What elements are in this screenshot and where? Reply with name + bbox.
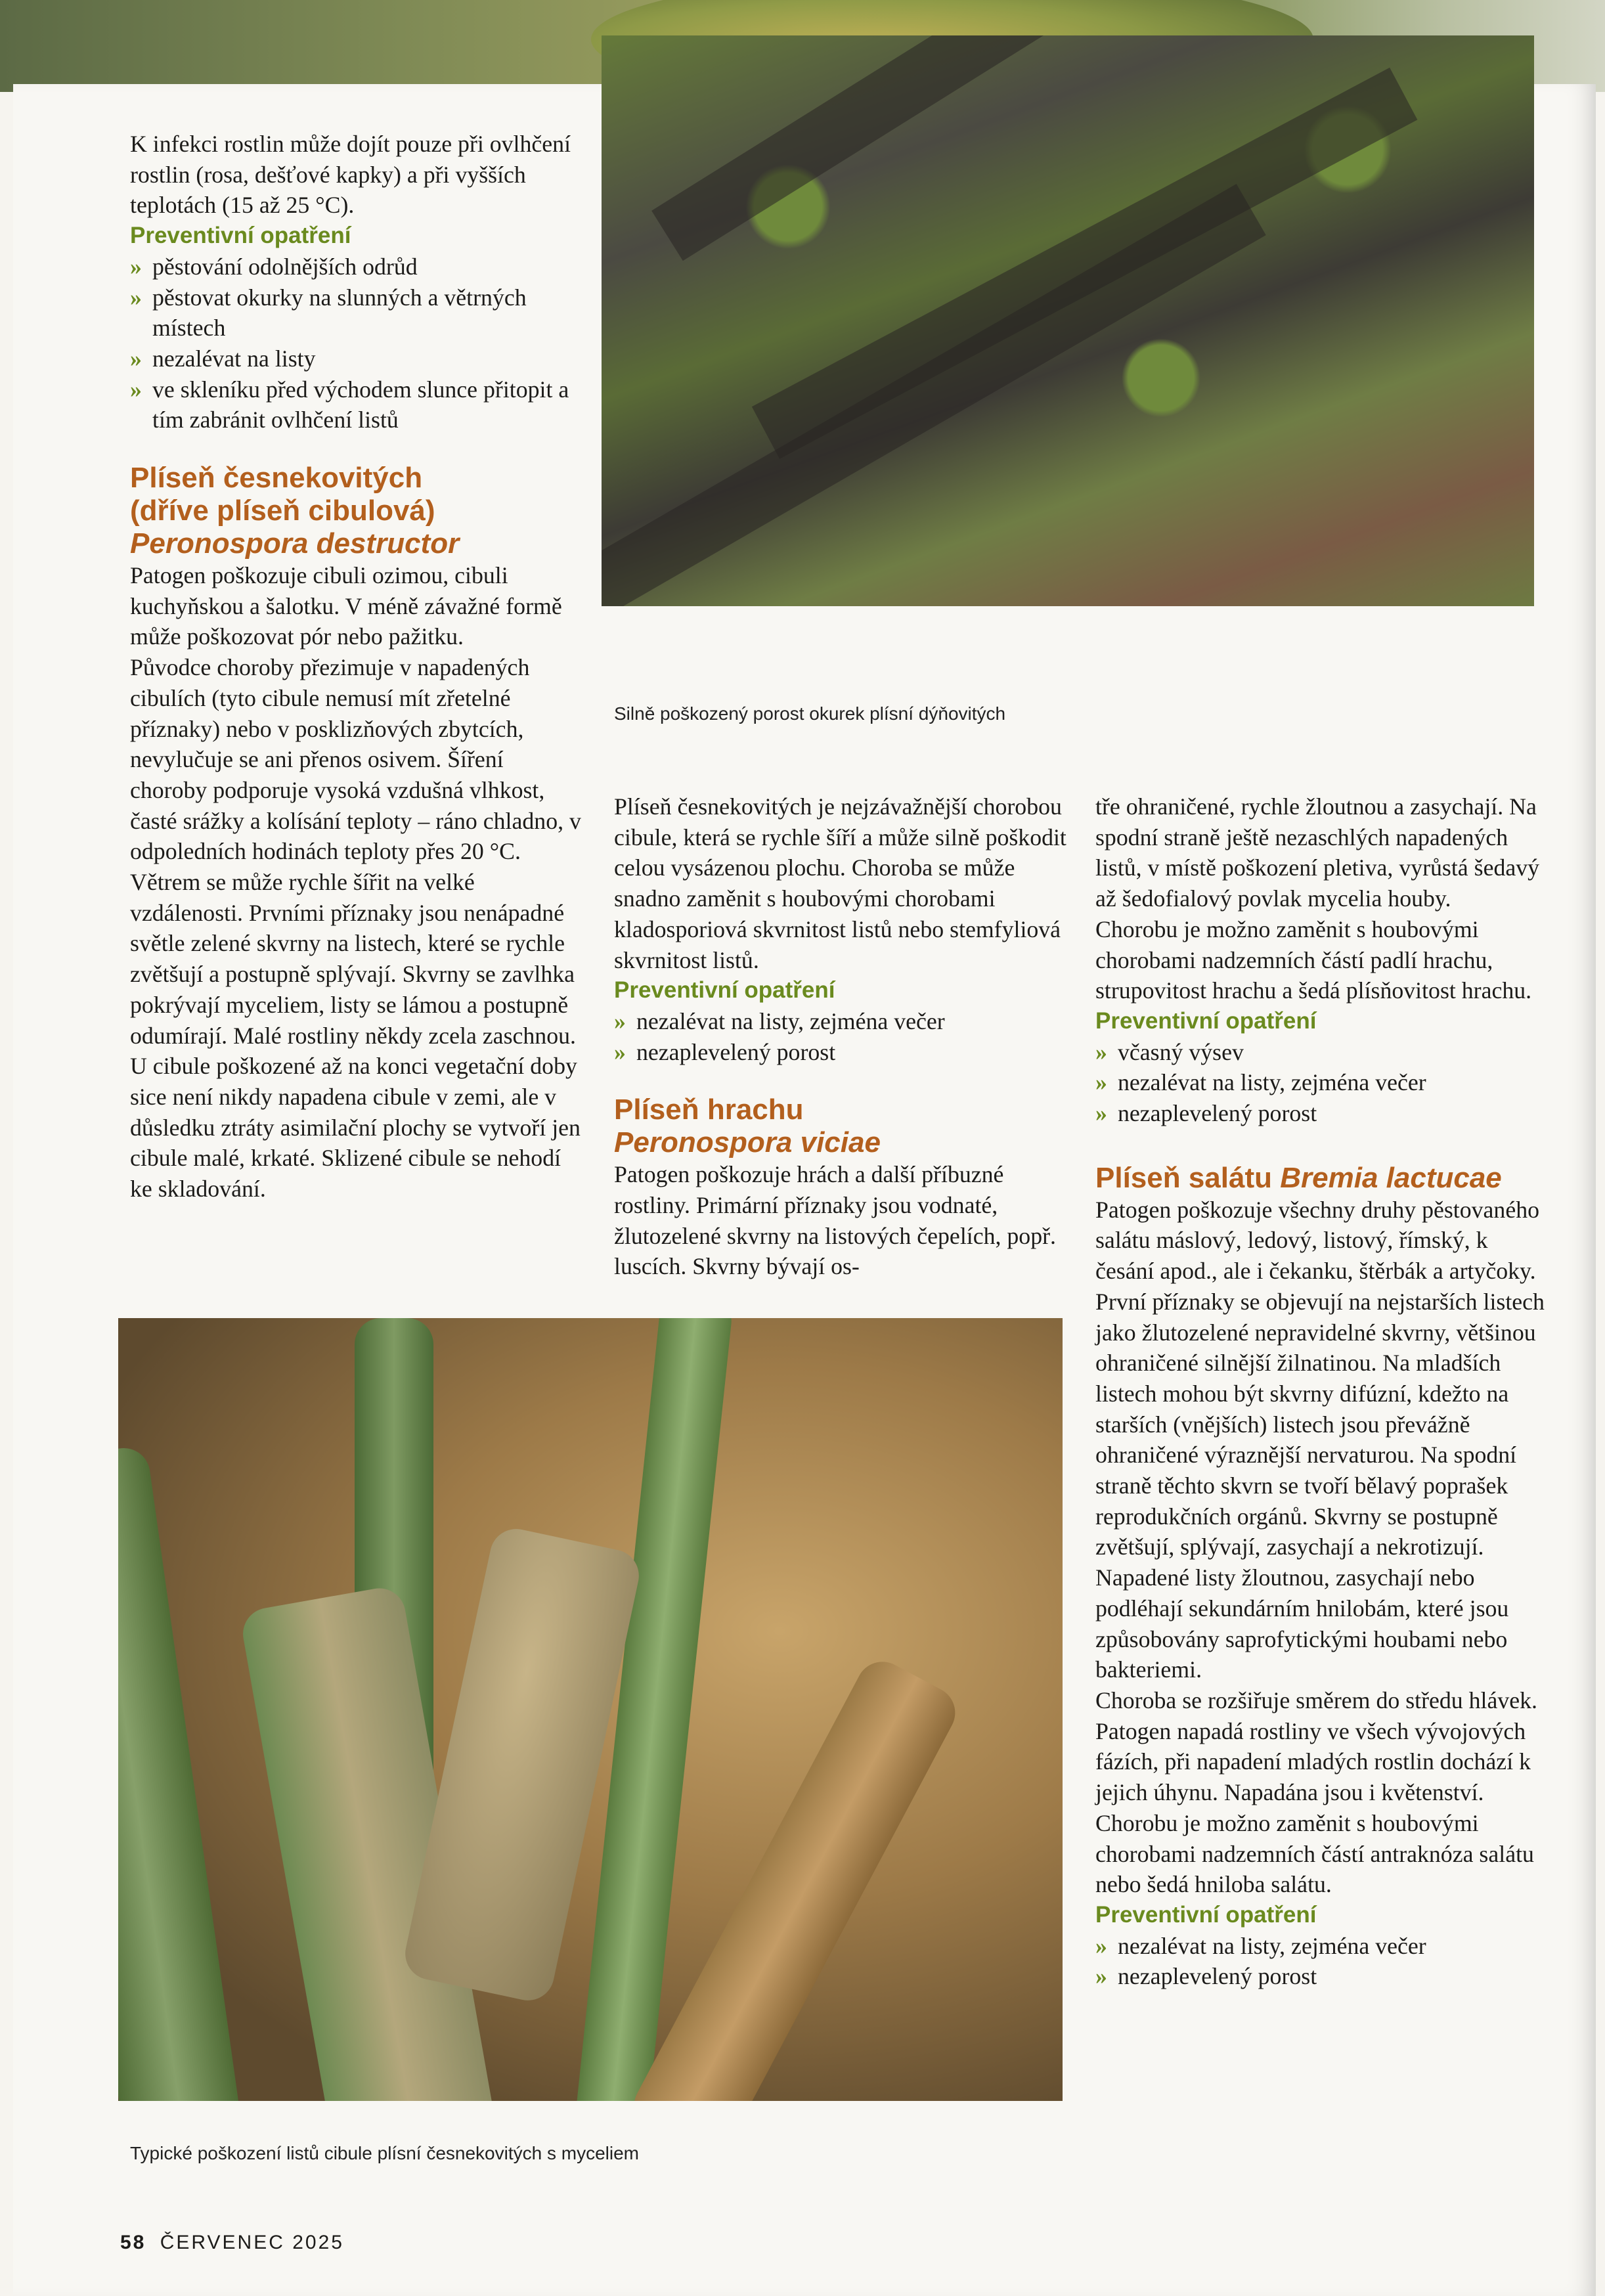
preventive-label: Preventivní opatření	[130, 223, 351, 249]
paragraph: Choroba se rozšiřuje směrem do středu hlávek. Patogen napadá rostliny ve všech vývojových fázích, při napadení mladých rostlin dochází k jejich úhynu. Napadána jsou i květenství.	[1095, 1687, 1537, 1806]
preventive-label: Preventivní opatření	[614, 977, 835, 1004]
preventive-label: Preventivní opatření	[1095, 1901, 1317, 1928]
cucumber-field-photo	[602, 35, 1534, 606]
paragraph: Chorobu je možno zaměnit s houbovými chorobami nadzemních částí antraknóza salátu nebo šedá hniloba salátu.	[1095, 1809, 1534, 1898]
latin-name: Peronospora destructor	[130, 527, 460, 560]
list-item: » pěstování odolnějších odrůd	[130, 252, 583, 282]
onion-leaves-photo	[118, 1318, 1063, 2101]
heading-line: Plíseň hrachu	[614, 1093, 804, 1126]
list-item: » nezalévat na listy, zejména večer	[614, 1006, 1067, 1037]
paragraph: Patogen poškozuje všechny druhy pěstovaného salátu máslový, ledový, listový, římský, k česání apod., ale i čekanku, štěrbák a artyčoky.	[1095, 1196, 1540, 1285]
preventive-label: Preventivní opatření	[1095, 1007, 1317, 1034]
preventive-list	[1095, 1931, 1549, 1992]
list-item: » nezalévat na listy, zejména večer	[1095, 1067, 1549, 1098]
preventive-list	[614, 1006, 1067, 1067]
column-middle	[614, 791, 1067, 1282]
list-item: » ve skleníku před východem slunce přitopit a tím zabránit ovlhčení listů	[130, 374, 583, 435]
column-left	[130, 129, 583, 1204]
latin-name: Peronospora viciae	[614, 1126, 881, 1159]
photo1-caption: Silně poškozený porost okurek plísní dýňovitých	[614, 703, 1006, 724]
heading-line: (dříve plíseň cibulová)	[130, 495, 435, 527]
page-footer	[120, 2232, 344, 2254]
paragraph: Patogen poškozuje hrách a další příbuzné rostliny. Primární příznaky jsou vodnaté, žlutozelené skvrny na listových čepelích, popř. luscích. Skvrny bývají os-	[614, 1161, 1056, 1280]
list-item: » nezalévat na listy	[130, 343, 583, 374]
list-item: » včasný výsev	[1095, 1037, 1549, 1068]
paragraph: Chorobu je možno zaměnit s houbovými chorobami nadzemních částí padlí hrachu, strupovitost hrachu a šedá plísňovitost hrachu.	[1095, 916, 1532, 1004]
paragraph: Původce choroby přezimuje v napadených cibulích (tyto cibule nemusí mít zřetelné příznaky) nebo v posklizňových zbytcích, nevylučuje se ani přenos osivem. Šíření choroby podporuje vysoká vzdušná vlhkost, časté srážky a kolísání teploty – ráno chladno, v odpoledních hodinách teploty přes 20 °C. Větrem se může rychle šířit na velké vzdálenosti. Prvními příznaky jsou nenápadné světle zelené skvrny na listech, které se rychle zvětšují a postupně splývají. Skvrny se zavlhka pokrývají myceliem, listy se lámou a postupně odumírají. Malé rostliny někdy zcela zaschnou. U cibule poškozené až na konci vegetační doby sice není nikdy napadena cibule v zemi, ale v důsledku ztráty asimilační plochy se vytvoří jen cibule malé, krkaté. Sklizené cibule se nehodí ke skladování.	[130, 654, 581, 1203]
list-item: » nezaplevelený porost	[1095, 1098, 1549, 1129]
photo2-caption: Typické poškození listů cibule plísní česnekovitých s myceliem	[130, 2143, 639, 2163]
list-item: » nezaplevelený porost	[614, 1037, 1067, 1068]
latin-name: Bremia lactucae	[1280, 1161, 1502, 1194]
intro-paragraph: K infekci rostlin může dojít pouze při ovlhčení rostlin (rosa, dešťové kapky) a při vyšších teplotách (15 až 25 °C).	[130, 131, 571, 219]
list-item: » nezaplevelený porost	[1095, 1961, 1549, 1992]
issue-date: ČERVENEC 2025	[160, 2232, 344, 2253]
column-right	[1095, 791, 1549, 1992]
heading-line: Plíseň česnekovitých	[130, 462, 423, 495]
paragraph: Plíseň česnekovitých je nejzávažnější chorobou cibule, která se rychle šíří a může silně poškodit celou vysázenou plochu. Choroba se může snadno zaměnit s houbovými chorobami kladosporiová skvrnitost listů nebo stemfyliová skvrnitost listů.	[614, 793, 1066, 973]
section-heading-onion	[130, 462, 583, 560]
page-number: 58	[120, 2232, 146, 2253]
preventive-list	[1095, 1037, 1549, 1129]
heading-line: Plíseň salátu	[1095, 1161, 1273, 1194]
section-heading-pea	[614, 1093, 1067, 1159]
paragraph: Patogen poškozuje cibuli ozimou, cibuli kuchyňskou a šalotku. V méně závažné formě může poškozovat pór nebo pažitku.	[130, 562, 562, 650]
section-heading-lettuce	[1095, 1162, 1549, 1195]
paragraph: První příznaky se objevují na nejstarších listech jako žlutozelené nepravidelné skvrny, většinou ohraničené silnější žilnatinou. Na mladších listech mohou být skvrny difúzní, kdežto na starších (vnějších) listech jsou převážně ohraničené výraznější nervaturou. Na spodní straně těchto skvrn se tvoří bělavý poprašek reprodukčních orgánů. Skvrny se postupně zvětšují, splývají, zasychají a nekrotizují. Napadené listy žloutnou, zasychají nebo podléhají sekundárním hnilobám, které jsou způsobovány saprofytickými houbami nebo bakteriemi.	[1095, 1288, 1545, 1683]
list-item: » pěstovat okurky na slunných a větrných místech	[130, 282, 583, 343]
list-item: » nezalévat na listy, zejména večer	[1095, 1931, 1549, 1962]
paragraph: tře ohraničené, rychle žloutnou a zasychají. Na spodní straně ještě nezaschlých napadených listů, v místě poškození pletiva, vyrůstá šedavý až šedofialový povlak mycelia houby.	[1095, 793, 1540, 912]
preventive-list	[130, 252, 583, 435]
